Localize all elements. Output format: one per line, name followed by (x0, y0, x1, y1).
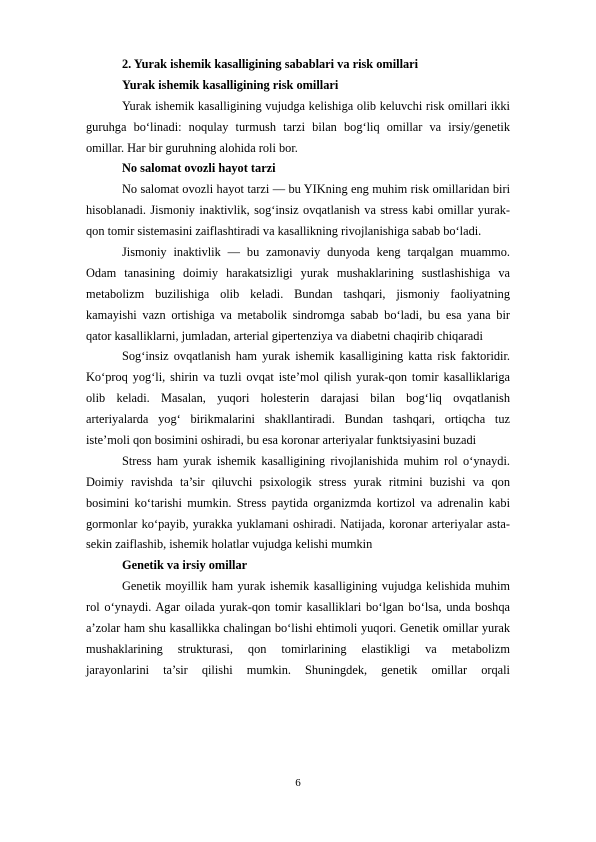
paragraph-line: Doimiy ravishda ta’sir qiluvchi psixologik stress yurak ritmini buzishi va qon (86, 474, 510, 489)
paragraph-physical-inactivity (86, 242, 510, 346)
paragraph-line: qator kasalliklarni, jumladan, arterial gipertenziya va diabetni chaqirib chiqaradi (86, 328, 483, 343)
paragraph-line: Stress ham yurak ishemik kasalligining rivojlanishida muhim rol o‘ynaydi. (122, 453, 510, 468)
paragraph-line: mushaklarining strukturasi, qon tomirlarining elastikligi va metabolizm (86, 641, 510, 656)
paragraph-line: metabolizm buzilishiga olib keladi. Bundan tashqari, jismoniy faoliyatning (86, 286, 510, 301)
page-number: 6 (295, 777, 301, 789)
paragraph-line: Ko‘proq yog‘li, shirin va tuzli ovqat iste’mol qilish yurak-qon tomir kasalliklariga (86, 370, 510, 385)
paragraph-genetic (86, 576, 510, 680)
document-page (86, 54, 510, 681)
subheading-risk-factors: Yurak ishemik kasalligining risk omillari (122, 77, 339, 92)
paragraph-line: sekin zaiflashib, ishemik holatlar vujudga kelishi mumkin (86, 537, 373, 552)
paragraph-line: omillar. Har bir guruhning alohida roli bor. (86, 140, 298, 155)
paragraph-line: jarayonlarini ta’sir qilishi mumkin. Shuningdek, genetik omillar orqali (86, 662, 510, 677)
paragraph-line: No salomat ovozli hayot tarzi — bu YIKning eng muhim risk omillaridan biri (122, 182, 510, 197)
paragraph-lifestyle-intro (86, 179, 510, 242)
paragraph-line: guruhga bo‘linadi: noqulay turmush tarzi bilan bog‘liq omillar va irsiy/genetik (86, 119, 510, 134)
paragraph-line: rol o‘ynaydi. Agar oilada yurak-qon tomir kasalliklari bo‘lgan bo‘lsa, unda boshqa (86, 600, 510, 615)
paragraph-line: arteriyalarda yog‘ birikmalarini shakllantiradi. Bundan tashqari, ortiqcha tuz (86, 412, 510, 427)
paragraph-line: Odam tanasining doimiy harakatsizligi yurak mushaklarining sustlashishiga va (86, 265, 510, 280)
section-heading: 2. Yurak ishemik kasalligining sabablari va risk omillari (122, 57, 419, 71)
paragraph-line: bosimini ko‘tarishi mumkin. Stress paytida organizmda kortizol va adrenalin kabi (86, 495, 510, 510)
paragraph-line: kamayishi vazn ortishiga va metabolik sindromga sabab bo‘ladi, bu esa yana bir (86, 307, 510, 322)
paragraph-line: gormonlar ko‘payib, yurakka yuklamani oshiradi. Natijada, koronar arteriyalar asta- (86, 516, 510, 531)
paragraph-line: olib keladi. Masalan, yuqori holesterin darajasi bilan bog‘liq ovqatlanish (86, 391, 510, 406)
paragraph-line: hisoblanadi. Jismoniy inaktivlik, sog‘insiz ovqatlanish va stress kabi omillar yurak- (86, 203, 510, 218)
paragraph-line: iste’moli qon bosimini oshiradi, bu esa koronar arteriyalar funktsiyasini buzadi (86, 433, 477, 448)
subheading-genetic: Genetik va irsiy omillar (122, 558, 248, 573)
paragraph-unhealthy-diet (86, 346, 510, 450)
paragraph-line: qon tomir sistemasini zaiflashtiradi va kasallikning rivojlanishiga sabab bo‘ladi. (86, 224, 482, 239)
paragraph-line: Yurak ishemik kasalligining vujudga kelishiga olib keluvchi risk omillari ikki (122, 98, 510, 113)
paragraph-line: Genetik moyillik ham yurak ishemik kasalligining vujudga kelishida muhim (122, 579, 510, 594)
subheading-lifestyle: No salomat ovozli hayot tarzi (122, 161, 276, 176)
paragraph-line: Sog‘insiz ovqatlanish ham yurak ishemik kasalligining katta risk faktoridir. (122, 349, 510, 364)
paragraph-line: Jismoniy inaktivlik — bu zamonaviy dunyoda keng tarqalgan muammo. (122, 245, 510, 260)
paragraph-stress (86, 451, 510, 555)
paragraph-line: a’zolar ham shu kasallikka chalingan bo‘lishi ehtimoli yuqori. Genetik omillar yurak (86, 621, 510, 636)
paragraph-risk-groups (86, 96, 510, 159)
